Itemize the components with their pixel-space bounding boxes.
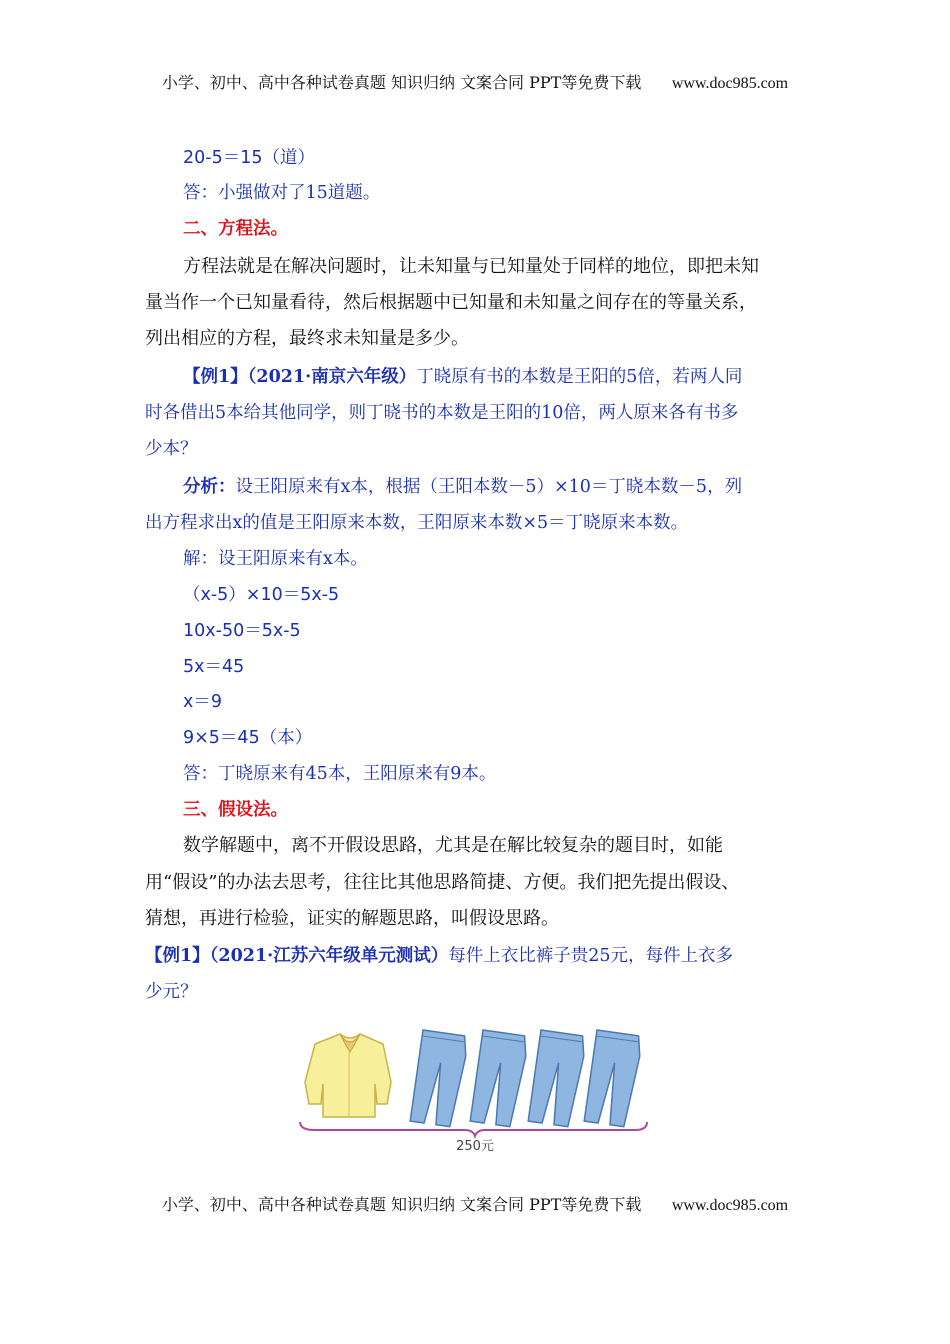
pants-icon-3: [528, 1030, 586, 1128]
calc-prev: 20-5＝15（道）: [183, 148, 315, 168]
section3-title: 三、假设法。: [183, 800, 288, 820]
example2-line1: [145, 945, 733, 967]
solution-line-6: 9×5＝45（本）: [183, 728, 313, 748]
example2-tag: 【例1】（2021·江苏六年级单元测试）: [145, 946, 449, 966]
example1-tag: 【例1】（2021·南京六年级）: [183, 367, 417, 387]
figure-total-label: 250元: [456, 1139, 494, 1154]
header-site: www.doc985.com: [671, 75, 789, 92]
clothes-figure: [295, 1022, 655, 1157]
answer-prev: 答：小强做对了15道题。: [183, 183, 381, 203]
example1-text-2: 时各借出5本给其他同学，则丁晓书的本数是王阳的10倍，两人原来各有书多: [145, 403, 739, 423]
analysis-text-1: 设王阳原来有x本，根据（王阳本数－5）×10＝丁晓本数－5，列: [235, 477, 743, 497]
clothes-illustration: [295, 1022, 655, 1157]
example2-text-1: 每件上衣比裤子贵25元，每件上衣多: [448, 946, 734, 966]
footer-text: 小学、初中、高中各种试卷真题 知识归纳 文案合同 PPT等免费下载: [161, 1195, 642, 1214]
pants-icon-2: [470, 1030, 528, 1128]
section2-title: 二、方程法。: [183, 219, 288, 239]
solution-answer: 答：丁晓原来有45本，王阳原来有9本。: [183, 764, 497, 784]
page-footer: [0, 1192, 950, 1215]
example1-text-1: 丁晓原有书的本数是王阳的5倍，若两人同: [416, 367, 743, 387]
shirt-icon: [305, 1034, 391, 1117]
example1-text-3: 少本？: [145, 439, 198, 459]
header-text: 小学、初中、高中各种试卷真题 知识归纳 文案合同 PPT等免费下载: [161, 73, 642, 92]
pants-icon-4: [584, 1030, 642, 1128]
solution-line-3: 10x-50＝5x-5: [183, 621, 301, 641]
example2-text-2: 少元？: [145, 982, 198, 1002]
solution-line-5: x＝9: [183, 692, 222, 712]
section3-intro-3: 猜想，再进行检验，证实的解题思路，叫假设思路。: [145, 908, 559, 929]
section3-intro-1: 数学解题中，离不开假设思路，尤其是在解比较复杂的题目时，如能: [183, 835, 723, 856]
section2-intro-2: 量当作一个已知量看待，然后根据题中已知量和未知量之间存在的等量关系，: [145, 292, 757, 313]
pants-icon-1: [410, 1030, 468, 1128]
analysis-line1: [183, 476, 742, 498]
footer-site: www.doc985.com: [671, 1197, 789, 1214]
section2-intro-3: 列出相应的方程，最终求未知量是多少。: [145, 328, 469, 349]
analysis-label: 分析：: [183, 477, 236, 497]
solution-line-2: （x-5）×10＝5x-5: [183, 585, 340, 605]
section3-intro-2: 用“假设”的办法去思考，往往比其他思路简捷、方便。我们把先提出假设、: [145, 872, 740, 893]
example1-line1: [183, 366, 742, 388]
analysis-text-2: 出方程求出x的值是王阳原来本数，王阳原来本数×5＝丁晓原来本数。: [145, 513, 689, 533]
page-header: [0, 70, 950, 93]
solution-line-4: 5x＝45: [183, 657, 245, 677]
solution-line-1: 解：设王阳原来有x本。: [183, 549, 368, 569]
brace-icon: [300, 1122, 647, 1136]
section2-intro-1: 方程法就是在解决问题时，让未知量与已知量处于同样的地位，即把未知: [183, 256, 759, 277]
